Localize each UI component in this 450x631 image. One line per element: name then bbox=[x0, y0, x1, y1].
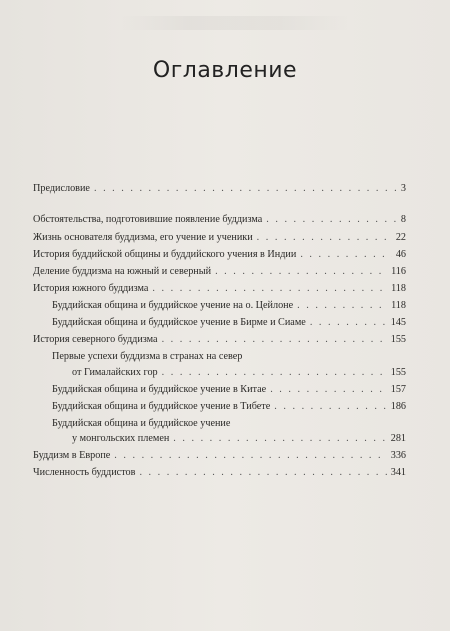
dot-leader bbox=[139, 465, 386, 481]
toc-entry[interactable] bbox=[33, 332, 406, 348]
toc-entry-label: Предисловие bbox=[33, 183, 90, 194]
toc-entry[interactable] bbox=[52, 298, 406, 314]
toc-entry-label: История южного буддизма bbox=[33, 283, 149, 294]
toc-entry-page: 155 bbox=[390, 367, 406, 378]
toc-entry[interactable] bbox=[33, 264, 406, 280]
dot-leader bbox=[310, 315, 387, 331]
toc-entry[interactable] bbox=[52, 315, 406, 331]
toc-entry[interactable] bbox=[72, 431, 406, 447]
dot-leader bbox=[162, 332, 387, 348]
toc-entry-page: 341 bbox=[390, 467, 406, 478]
toc-entry-label: Буддийская община и буддийское учение в Китае bbox=[52, 384, 267, 395]
toc-entry[interactable] bbox=[72, 365, 406, 381]
toc-entry-label: Обстоятельства, подготовившие появление буддизма bbox=[33, 214, 263, 225]
toc-entry-page: 145 bbox=[390, 317, 406, 328]
toc-entry-label: Буддийская община и буддийское учение в Тибете bbox=[52, 401, 271, 412]
toc-entry[interactable] bbox=[52, 399, 406, 415]
toc-entry[interactable] bbox=[33, 212, 406, 228]
toc-entry-label: от Гималайских гор bbox=[72, 367, 158, 378]
toc-entry[interactable] bbox=[33, 247, 406, 263]
toc-entry-label[interactable]: Буддийская община и буддийское учение bbox=[52, 418, 231, 429]
toc-entry-label: Жизнь основателя буддизма, его учение и ученики bbox=[33, 232, 253, 243]
toc-entry[interactable] bbox=[33, 448, 406, 464]
toc-entry-page: 22 bbox=[395, 232, 406, 243]
toc-entry-page: 118 bbox=[391, 300, 406, 311]
toc-entry-label: Буддийская община и буддийское учение на о. Цейлоне bbox=[52, 300, 294, 311]
dot-leader bbox=[266, 212, 397, 228]
toc-entry-page: 155 bbox=[390, 334, 406, 345]
toc-entry-label: История буддийской общины и буддийского учения в Индии bbox=[33, 249, 297, 260]
toc-entry[interactable] bbox=[33, 230, 406, 246]
toc-entry[interactable] bbox=[52, 382, 406, 398]
dot-leader bbox=[114, 448, 386, 464]
toc-entry-page: 46 bbox=[395, 249, 406, 260]
toc-entry-label: Буддийская община и буддийское учение в Бирме и Сиаме bbox=[52, 317, 306, 328]
toc-entry-label: у монгольских племен bbox=[72, 433, 170, 444]
toc-entry-page: 116 bbox=[391, 266, 406, 277]
toc-entry-page: 281 bbox=[390, 433, 406, 444]
dot-leader bbox=[215, 264, 387, 280]
toc-entry-label: Буддизм в Европе bbox=[33, 450, 111, 461]
toc-entry-label: Численность буддистов bbox=[33, 467, 136, 478]
dot-leader bbox=[270, 382, 387, 398]
dot-leader bbox=[94, 181, 397, 197]
toc-entry-label: Деление буддизма на южный и северный bbox=[33, 266, 212, 277]
toc-entry-label: История северного буддизма bbox=[33, 334, 158, 345]
toc-entry-label[interactable]: Первые успехи буддизма в странах на север bbox=[52, 351, 243, 362]
toc-entry-page: 3 bbox=[400, 183, 406, 194]
toc-entry-page: 8 bbox=[400, 214, 406, 225]
toc-entry-page: 157 bbox=[390, 384, 406, 395]
toc-entry-page: 336 bbox=[390, 450, 406, 461]
toc-entry[interactable] bbox=[33, 181, 406, 197]
toc-entry[interactable] bbox=[33, 465, 406, 481]
dot-leader bbox=[300, 247, 392, 263]
toc-entry-page: 118 bbox=[391, 283, 406, 294]
dot-leader bbox=[257, 230, 392, 246]
dot-leader bbox=[162, 365, 387, 381]
dot-leader bbox=[173, 431, 386, 447]
dot-leader bbox=[274, 399, 386, 415]
toc-entry-page: 186 bbox=[390, 401, 406, 412]
dot-leader bbox=[297, 298, 387, 314]
toc-entry[interactable] bbox=[33, 281, 406, 297]
dot-leader bbox=[152, 281, 387, 297]
page-title: Оглавление bbox=[152, 58, 298, 83]
